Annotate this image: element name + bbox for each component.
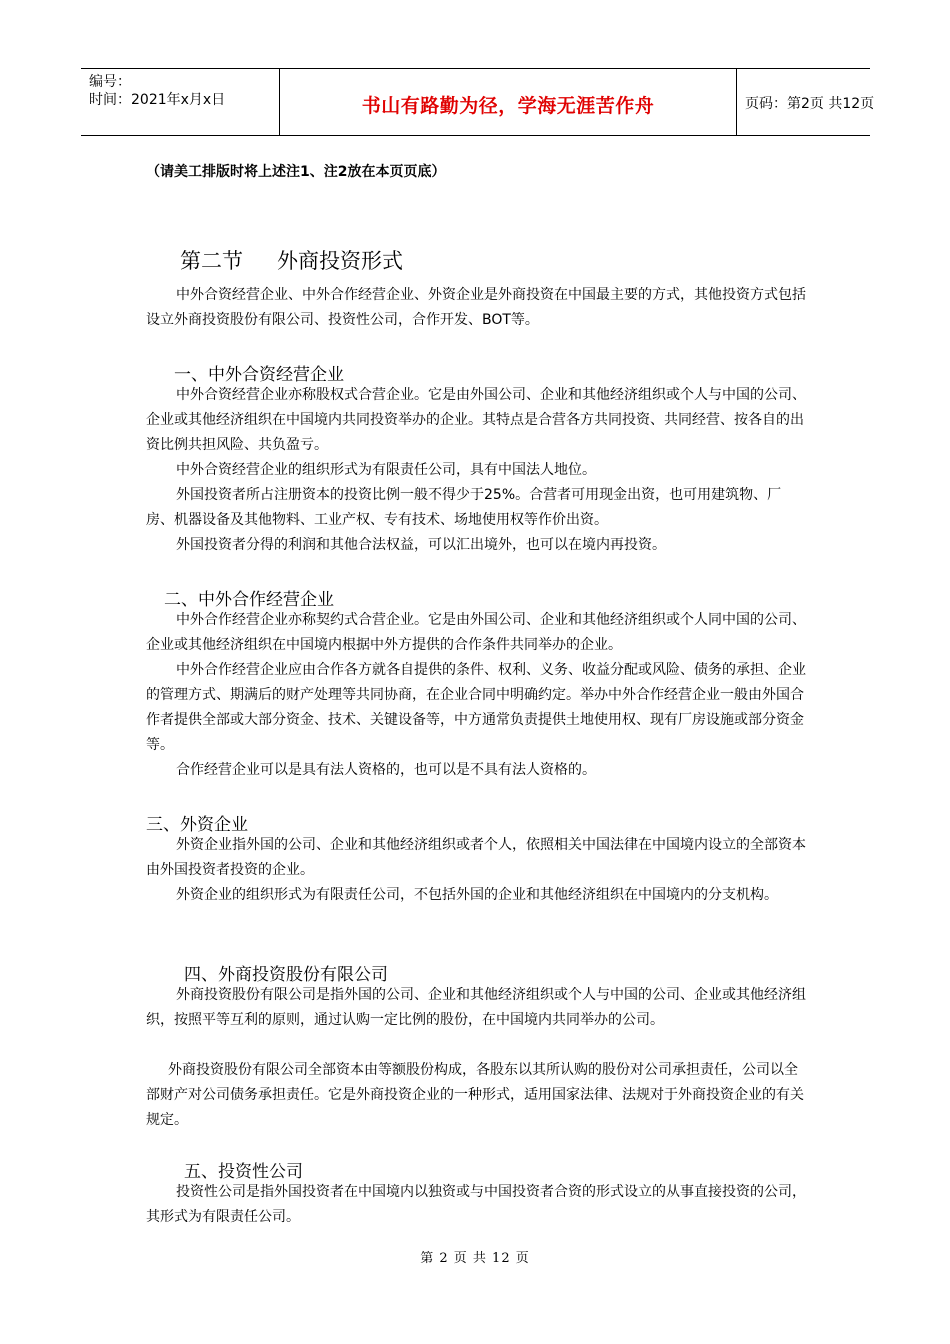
- time-line: 时间：2021年x月x日: [89, 92, 226, 108]
- paragraph: 中外合资经营企业亦称股权式合营企业。它是由外国公司、企业和其他经济组织或个人与中国的公司、企业或其他经济组织在中国境内共同投资举办的企业。其特点是合营各方共同投资、共同经营、按各自的出资比例共担风险、共负盈亏。: [146, 387, 806, 453]
- serial-label: 编号：: [89, 74, 131, 90]
- layout-note: （请美工排版时将上述注1、注2放在本页页底）: [146, 164, 446, 180]
- heading-part-1: 一、中外合资经营企业: [174, 365, 344, 385]
- heading-part-4: 四、外商投资股份有限公司: [184, 965, 388, 985]
- heading-part-2: 二、中外合作经营企业: [164, 590, 334, 610]
- paragraph: 外商投资股份有限公司全部资本由等额股份构成，各股东以其所认购的股份对公司承担责任，公司以全部财产对公司债务承担责任。它是外商投资企业的一种形式，适用国家法律、法规对于外商投资企业的有关规定。: [146, 1062, 804, 1128]
- section-title: [180, 245, 403, 275]
- paragraph: 外资企业指外国的公司、企业和其他经济组织或者个人，依照相关中国法律在中国境内设立的全部资本由外国投资者投资的企业。: [146, 837, 806, 878]
- intro-paragraph: 中外合资经营企业、中外合作经营企业、外资企业是外商投资在中国最主要的方式，其他投资方式包括设立外商投资股份有限公司、投资性公司，合作开发、BOT等。: [146, 287, 806, 328]
- heading-part-5: 五、投资性公司: [184, 1162, 303, 1182]
- section-name: 外商投资形式: [277, 249, 403, 273]
- header-motto-cell: [280, 69, 737, 135]
- motto: 书山有路勤为径，学海无涯苦作舟: [361, 95, 655, 117]
- section-number: 第二节: [180, 249, 243, 273]
- paragraph: 中外合作经营企业应由合作各方就各自提供的条件、权利、义务、收益分配或风险、债务的承担、企业的管理方式、期满后的财产处理等共同协商，在企业合同中明确约定。举办中外合作经营企业一般由外国合作者提供全部或大部分资金、技术、关键设备等，中方通常负责提供土地使用权、现有厂房设施或部分资金等。: [146, 662, 806, 753]
- paragraph: 合作经营企业可以是具有法人资格的，也可以是不具有法人资格的。: [176, 762, 596, 778]
- paragraph: 外国投资者所占注册资本的投资比例一般不得少于25%。合营者可用现金出资，也可用建筑物、厂房、机器设备及其他物料、工业产权、专有技术、场地使用权等作价出资。: [146, 487, 782, 528]
- heading-part-3: 三、外资企业: [146, 815, 248, 835]
- paragraph: 外商投资股份有限公司是指外国的公司、企业和其他经济组织或个人与中国的公司、企业或其他经济组织，按照平等互利的原则，通过认购一定比例的股份，在中国境内共同举办的公司。: [146, 987, 806, 1028]
- paragraph: 中外合资经营企业的组织形式为有限责任公司，具有中国法人地位。: [176, 462, 596, 478]
- page-header: [81, 68, 875, 136]
- header-page-cell: [737, 69, 875, 135]
- paragraph: 中外合作经营企业亦称契约式合营企业。它是由外国公司、企业和其他经济组织或个人同中国的公司、企业或其他经济组织在中国境内根据中外方提供的合作条件共同举办的企业。: [146, 612, 806, 653]
- paragraph: 投资性公司是指外国投资者在中国境内以独资或与中国投资者合资的形式设立的从事直接投资的公司，其形式为有限责任公司。: [146, 1184, 806, 1225]
- page-info: 页码：第2页 共12页: [745, 96, 875, 112]
- paragraph: 外资企业的组织形式为有限责任公司，不包括外国的企业和其他经济组织在中国境内的分支机构。: [176, 887, 778, 903]
- page-footer: 第 2 页 共 12 页: [420, 1251, 530, 1266]
- header-meta-cell: [81, 69, 280, 135]
- paragraph: 外国投资者分得的利润和其他合法权益，可以汇出境外，也可以在境内再投资。: [176, 537, 666, 553]
